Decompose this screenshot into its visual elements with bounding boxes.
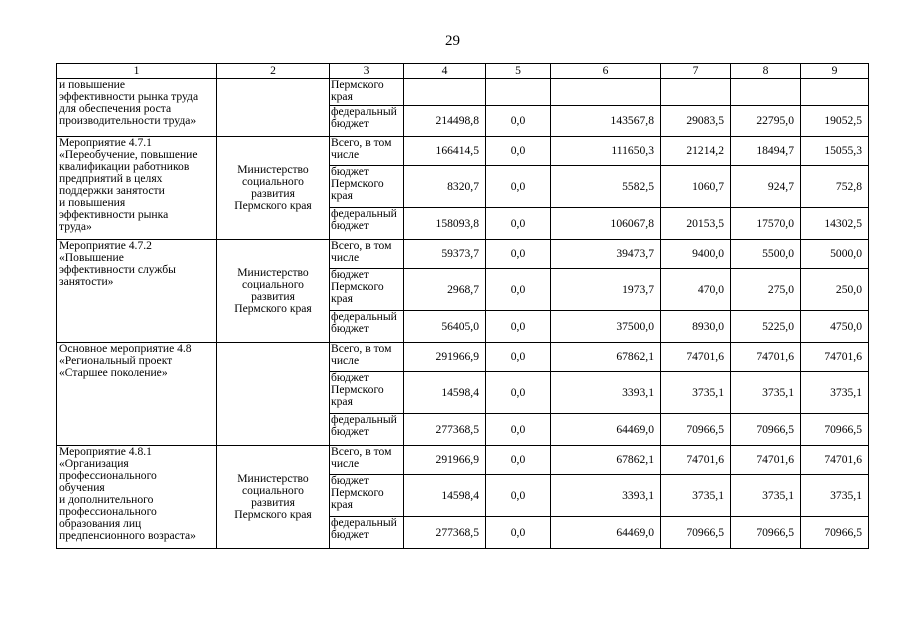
value-cell-col7: 470,0: [661, 269, 731, 311]
table-row: [57, 343, 869, 372]
value-cell-col5: 0,0: [486, 106, 551, 137]
funding-source-cell: федеральный бюджет: [330, 517, 404, 549]
value-cell-col9: 5000,0: [801, 240, 869, 269]
value-cell-col9: 15055,3: [801, 137, 869, 166]
value-cell-col7: 3735,1: [661, 372, 731, 414]
value-cell-col9: 70966,5: [801, 517, 869, 549]
value-cell-col8: 275,0: [731, 269, 801, 311]
value-cell-col7: 9400,0: [661, 240, 731, 269]
value-cell-col8: 3735,1: [731, 372, 801, 414]
value-cell-col4: 277368,5: [404, 517, 486, 549]
value-cell-col5: 0,0: [486, 517, 551, 549]
value-cell-col6: 39473,7: [551, 240, 661, 269]
value-cell-col9: 752,8: [801, 166, 869, 208]
table-row: [57, 240, 869, 269]
value-cell-col7: 70966,5: [661, 414, 731, 446]
funding-source-cell: бюджет Пермского края: [330, 475, 404, 517]
table-row: [57, 79, 869, 106]
value-cell-col9: 3735,1: [801, 372, 869, 414]
executor-cell: [217, 343, 330, 446]
value-cell-col5: [486, 79, 551, 106]
value-cell-col4: 59373,7: [404, 240, 486, 269]
value-cell-col5: 0,0: [486, 311, 551, 343]
funding-source-cell: федеральный бюджет: [330, 106, 404, 137]
activity-name-cell: Мероприятие 4.8.1 «Организация профессионального обучения и дополнительного профессионального образования лиц предпенсионного возраста»: [57, 446, 217, 549]
value-cell-col9: 14302,5: [801, 208, 869, 240]
page-number: 29: [445, 33, 460, 49]
value-cell-col8: 17570,0: [731, 208, 801, 240]
funding-source-cell: федеральный бюджет: [330, 311, 404, 343]
column-header: 7: [661, 64, 731, 79]
value-cell-col4: 14598,4: [404, 475, 486, 517]
value-cell-col8: 18494,7: [731, 137, 801, 166]
value-cell-col8: 70966,5: [731, 517, 801, 549]
executor-cell: Министерство социального развития Пермского края: [217, 240, 330, 343]
activity-name-cell: Основное мероприятие 4.8 «Региональный проект «Старшее поколение»: [57, 343, 217, 446]
value-cell-col9: 70966,5: [801, 414, 869, 446]
value-cell-col7: 1060,7: [661, 166, 731, 208]
value-cell-col6: 106067,8: [551, 208, 661, 240]
column-header: 8: [731, 64, 801, 79]
activity-name-cell: Мероприятие 4.7.2 «Повышение эффективности службы занятости»: [57, 240, 217, 343]
value-cell-col9: 74701,6: [801, 343, 869, 372]
value-cell-col9: 250,0: [801, 269, 869, 311]
value-cell-col6: 67862,1: [551, 446, 661, 475]
value-cell-col6: 3393,1: [551, 372, 661, 414]
value-cell-col5: 0,0: [486, 166, 551, 208]
value-cell-col7: 8930,0: [661, 311, 731, 343]
funding-source-cell: бюджет Пермского края: [330, 166, 404, 208]
funding-source-cell: Пермского края: [330, 79, 404, 106]
value-cell-col5: 0,0: [486, 446, 551, 475]
value-cell-col8: 5225,0: [731, 311, 801, 343]
value-cell-col9: 3735,1: [801, 475, 869, 517]
value-cell-col5: 0,0: [486, 269, 551, 311]
value-cell-col4: 2968,7: [404, 269, 486, 311]
value-cell-col7: [661, 79, 731, 106]
value-cell-col7: 29083,5: [661, 106, 731, 137]
value-cell-col4: 214498,8: [404, 106, 486, 137]
value-cell-col4: 277368,5: [404, 414, 486, 446]
value-cell-col8: 5500,0: [731, 240, 801, 269]
value-cell-col6: 37500,0: [551, 311, 661, 343]
value-cell-col8: 22795,0: [731, 106, 801, 137]
funding-source-cell: Всего, в том числе: [330, 446, 404, 475]
activity-name-cell: Мероприятие 4.7.1 «Переобучение, повышение квалификации работников предприятий в целях поддержки занятости и повышения эффективности рынка труда»: [57, 137, 217, 240]
column-header: 1: [57, 64, 217, 79]
column-header: 4: [404, 64, 486, 79]
value-cell-col4: 56405,0: [404, 311, 486, 343]
value-cell-col6: 1973,7: [551, 269, 661, 311]
funding-source-cell: Всего, в том числе: [330, 137, 404, 166]
column-header: 6: [551, 64, 661, 79]
value-cell-col8: 74701,6: [731, 446, 801, 475]
value-cell-col5: 0,0: [486, 343, 551, 372]
value-cell-col7: 21214,2: [661, 137, 731, 166]
funding-source-cell: федеральный бюджет: [330, 414, 404, 446]
funding-source-cell: федеральный бюджет: [330, 208, 404, 240]
value-cell-col7: 3735,1: [661, 475, 731, 517]
value-cell-col9: 19052,5: [801, 106, 869, 137]
funding-source-cell: Всего, в том числе: [330, 343, 404, 372]
executor-cell: Министерство социального развития Пермского края: [217, 137, 330, 240]
table-row: [57, 137, 869, 166]
value-cell-col5: 0,0: [486, 414, 551, 446]
value-cell-col8: 70966,5: [731, 414, 801, 446]
value-cell-col9: 4750,0: [801, 311, 869, 343]
value-cell-col6: 64469,0: [551, 517, 661, 549]
value-cell-col8: 74701,6: [731, 343, 801, 372]
value-cell-col4: 166414,5: [404, 137, 486, 166]
value-cell-col9: [801, 79, 869, 106]
value-cell-col5: 0,0: [486, 208, 551, 240]
value-cell-col6: 3393,1: [551, 475, 661, 517]
column-header: 3: [330, 64, 404, 79]
value-cell-col9: 74701,6: [801, 446, 869, 475]
value-cell-col4: 291966,9: [404, 446, 486, 475]
value-cell-col5: 0,0: [486, 475, 551, 517]
activity-name-cell: и повышение эффективности рынка труда для обеспечения роста производительности труда»: [57, 79, 217, 137]
column-number-row: [57, 64, 869, 79]
value-cell-col5: 0,0: [486, 372, 551, 414]
value-cell-col4: [404, 79, 486, 106]
funding-source-cell: Всего, в том числе: [330, 240, 404, 269]
value-cell-col4: 14598,4: [404, 372, 486, 414]
value-cell-col5: 0,0: [486, 137, 551, 166]
value-cell-col6: [551, 79, 661, 106]
value-cell-col7: 74701,6: [661, 446, 731, 475]
value-cell-col5: 0,0: [486, 240, 551, 269]
column-header: 5: [486, 64, 551, 79]
value-cell-col7: 70966,5: [661, 517, 731, 549]
value-cell-col8: 924,7: [731, 166, 801, 208]
executor-cell: [217, 79, 330, 137]
table-row: [57, 446, 869, 475]
value-cell-col6: 111650,3: [551, 137, 661, 166]
funding-source-cell: бюджет Пермского края: [330, 372, 404, 414]
column-header: 9: [801, 64, 869, 79]
value-cell-col6: 67862,1: [551, 343, 661, 372]
value-cell-col4: 291966,9: [404, 343, 486, 372]
value-cell-col8: 3735,1: [731, 475, 801, 517]
column-header: 2: [217, 64, 330, 79]
value-cell-col8: [731, 79, 801, 106]
value-cell-col6: 5582,5: [551, 166, 661, 208]
value-cell-col6: 143567,8: [551, 106, 661, 137]
budget-table: [56, 63, 869, 549]
value-cell-col4: 8320,7: [404, 166, 486, 208]
value-cell-col7: 20153,5: [661, 208, 731, 240]
value-cell-col7: 74701,6: [661, 343, 731, 372]
executor-cell: Министерство социального развития Пермского края: [217, 446, 330, 549]
value-cell-col4: 158093,8: [404, 208, 486, 240]
value-cell-col6: 64469,0: [551, 414, 661, 446]
funding-source-cell: бюджет Пермского края: [330, 269, 404, 311]
